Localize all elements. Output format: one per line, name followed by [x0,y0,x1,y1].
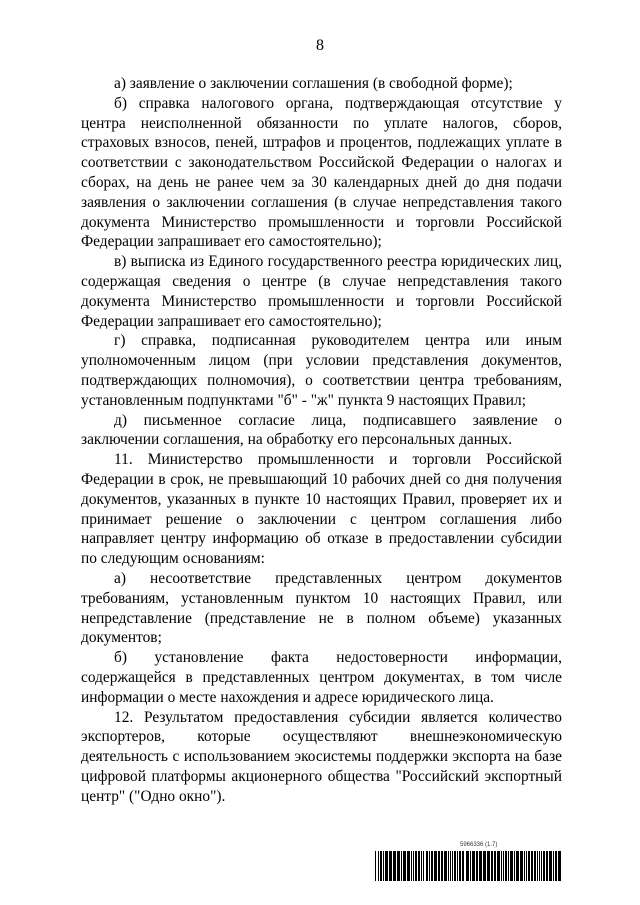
paragraph-registry-extract: в) выписка из Единого государственного реестра юридических лиц, содержащая сведения о центре (в случае непредставления такого документа Министерство промышленности и торговли Российской Федерации запрашивает его самостоятельно); [81,253,562,330]
paragraph-clause-11: 11. Министерство промышленности и торговли Российской Федерации в срок, не превышающий 10 рабочих дней со дня получения документов, указанных в пункте 10 настоящих Правил, проверяет их и принимает решение о заключении с центром соглашения либо направляет центру информацию об отказе в предоставлении субсидии по следующим основаниям: [81,451,562,568]
paragraph-compliance-certificate: г) справка, подписанная руководителем центра или иным уполномоченным лицом (при условии представления документов, подтверждающих полномочия), о соответствии центра требованиям, установленным подпунктами "б" - "ж" пункта 9 настоящих Правил; [81,332,562,409]
paragraph-refusal-ground-a: а) несоответствие представленных центром документов требованиям, установленным пунктом 10 настоящих Правил, или непредставление (представление не в полном объеме) указанных документов; [81,569,562,647]
barcode-icon [375,851,562,881]
paragraph-application: а) заявление о заключении соглашения (в свободной форме); [114,75,513,92]
document-body [81,74,562,806]
paragraph-personal-data-consent: д) письменное согласие лица, подписавшего заявление о заключении соглашения, на обработку его персональных данных. [81,411,562,449]
paragraph-refusal-ground-b: б) установление факта недостоверности информации, содержащейся в представленных центром документах, в том числе информации о месте нахождения и адресе юридического лица. [81,649,562,706]
document-code: 5966336 (1.7) [460,842,498,848]
paragraph-clause-12: 12. Результатом предоставления субсидии является количество экспортеров, которые осуществляют внешнеэкономическую деятельность с использованием экосистемы поддержки экспорта на базе цифровой платформы акционерного общества "Российский экспортный центр" ("Одно окно"). [81,708,562,805]
paragraph-tax-certificate: б) справка налогового органа, подтверждающая отсутствие у центра неисполненной обязанности по уплате налогов, сборов, страховых взносов, пеней, штрафов и процентов, подлежащих уплате в соответствии с законодательством Российской Федерации о налогах и сборах, на день не ранее чем за 30 календарных дней до дня подачи заявления о заключении соглашения (в случае непредставления такого документа Министерство промышленности и торговли Российской Федерации запрашивает его самостоятельно); [81,94,562,251]
page-number: 8 [316,37,324,54]
